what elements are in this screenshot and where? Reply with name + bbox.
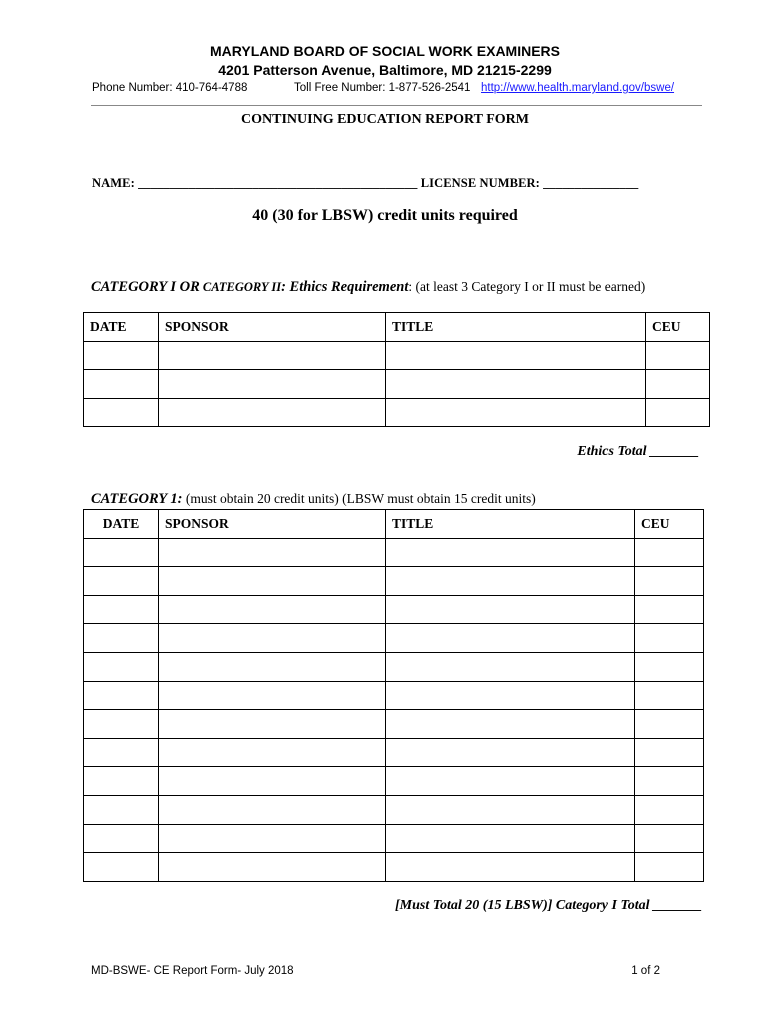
ceu-cell[interactable] <box>646 398 710 427</box>
table-row <box>84 341 710 370</box>
ethics-heading-part3: : Ethics Requirement <box>281 279 409 295</box>
ceu-cell[interactable] <box>635 652 704 681</box>
category1-section-heading <box>91 491 536 508</box>
ceu-cell[interactable] <box>635 824 704 853</box>
title-cell[interactable] <box>386 652 635 681</box>
ceu-cell[interactable] <box>635 795 704 824</box>
ethics-heading-part1: CATEGORY I OR <box>91 279 200 295</box>
toll-free-number: Toll Free Number: 1-877-526-2541 <box>294 82 471 94</box>
date-cell[interactable] <box>84 398 159 427</box>
ethics-table <box>83 312 710 427</box>
ceu-cell[interactable] <box>635 595 704 624</box>
ceu-cell[interactable] <box>635 767 704 796</box>
table-row <box>84 624 704 653</box>
title-cell[interactable] <box>386 681 635 710</box>
ceu-cell[interactable] <box>635 624 704 653</box>
date-cell[interactable] <box>84 824 159 853</box>
sponsor-cell[interactable] <box>159 767 386 796</box>
form-title: CONTINUING EDUCATION REPORT FORM <box>241 112 529 127</box>
table-header-row <box>84 313 710 342</box>
date-cell[interactable] <box>84 538 159 567</box>
sponsor-cell[interactable] <box>159 398 386 427</box>
sponsor-cell[interactable] <box>159 795 386 824</box>
date-cell[interactable] <box>84 795 159 824</box>
name-license-line: NAME: ____________________________________________ LICENSE NUMBER: _______________ <box>92 176 639 190</box>
sponsor-cell[interactable] <box>159 738 386 767</box>
sponsor-cell[interactable] <box>159 567 386 596</box>
table-row <box>84 710 704 739</box>
column-header-date: DATE <box>84 313 159 342</box>
date-cell[interactable] <box>84 681 159 710</box>
ethics-total: Ethics Total _______ <box>577 444 699 459</box>
ceu-cell[interactable] <box>635 567 704 596</box>
table-row <box>84 652 704 681</box>
table-row <box>84 538 704 567</box>
column-header-ceu: CEU <box>635 510 704 539</box>
title-cell[interactable] <box>386 567 635 596</box>
ceu-cell[interactable] <box>635 738 704 767</box>
sponsor-cell[interactable] <box>159 652 386 681</box>
sponsor-cell[interactable] <box>159 710 386 739</box>
column-header-title: TITLE <box>386 313 646 342</box>
header-divider <box>91 105 702 106</box>
date-cell[interactable] <box>84 341 159 370</box>
sponsor-cell[interactable] <box>159 824 386 853</box>
form-identifier: MD-BSWE- CE Report Form- July 2018 <box>91 965 294 977</box>
table-row <box>84 795 704 824</box>
ceu-cell[interactable] <box>646 341 710 370</box>
sponsor-cell[interactable] <box>159 341 386 370</box>
page-number: 1 of 2 <box>631 965 660 977</box>
category1-heading-label: CATEGORY 1: <box>91 491 183 507</box>
organization-name: MARYLAND BOARD OF SOCIAL WORK EXAMINERS <box>210 43 560 59</box>
table-row <box>84 370 710 399</box>
column-header-sponsor: SPONSOR <box>159 510 386 539</box>
category1-table <box>83 509 704 882</box>
title-cell[interactable] <box>386 370 646 399</box>
title-cell[interactable] <box>386 624 635 653</box>
date-cell[interactable] <box>84 652 159 681</box>
table-row <box>84 595 704 624</box>
sponsor-cell[interactable] <box>159 681 386 710</box>
date-cell[interactable] <box>84 853 159 882</box>
title-cell[interactable] <box>386 538 635 567</box>
title-cell[interactable] <box>386 853 635 882</box>
table-row <box>84 567 704 596</box>
sponsor-cell[interactable] <box>159 370 386 399</box>
sponsor-cell[interactable] <box>159 624 386 653</box>
table-row <box>84 398 710 427</box>
column-header-sponsor: SPONSOR <box>159 313 386 342</box>
ethics-heading-part2: CATEGORY II <box>199 280 282 294</box>
ceu-cell[interactable] <box>646 370 710 399</box>
sponsor-cell[interactable] <box>159 538 386 567</box>
date-cell[interactable] <box>84 738 159 767</box>
title-cell[interactable] <box>386 341 646 370</box>
table-row <box>84 681 704 710</box>
ceu-cell[interactable] <box>635 681 704 710</box>
credit-requirement: 40 (30 for LBSW) credit units required <box>252 207 518 224</box>
ceu-cell[interactable] <box>635 710 704 739</box>
title-cell[interactable] <box>386 398 646 427</box>
organization-address: 4201 Patterson Avenue, Baltimore, MD 21215-2299 <box>218 62 552 78</box>
ceu-cell[interactable] <box>635 853 704 882</box>
ethics-heading-note: : (at least 3 Category I or II must be earned) <box>408 279 646 294</box>
table-row <box>84 738 704 767</box>
phone-number: Phone Number: 410-764-4788 <box>92 82 248 94</box>
title-cell[interactable] <box>386 738 635 767</box>
title-cell[interactable] <box>386 595 635 624</box>
column-header-title: TITLE <box>386 510 635 539</box>
sponsor-cell[interactable] <box>159 853 386 882</box>
date-cell[interactable] <box>84 624 159 653</box>
date-cell[interactable] <box>84 710 159 739</box>
ceu-cell[interactable] <box>635 538 704 567</box>
date-cell[interactable] <box>84 767 159 796</box>
table-header-row <box>84 510 704 539</box>
title-cell[interactable] <box>386 824 635 853</box>
title-cell[interactable] <box>386 710 635 739</box>
date-cell[interactable] <box>84 370 159 399</box>
category1-total: [Must Total 20 (15 LBSW)] Category I Total _______ <box>395 898 702 913</box>
table-row <box>84 824 704 853</box>
website-link[interactable]: http://www.health.maryland.gov/bswe/ <box>481 82 675 94</box>
table-row <box>84 853 704 882</box>
category1-heading-note: (must obtain 20 credit units) (LBSW must obtain 15 credit units) <box>182 491 536 506</box>
date-cell[interactable] <box>84 567 159 596</box>
table-row <box>84 767 704 796</box>
ethics-section-heading <box>91 279 645 296</box>
column-header-date: DATE <box>84 510 159 539</box>
date-cell[interactable] <box>84 595 159 624</box>
title-cell[interactable] <box>386 795 635 824</box>
column-header-ceu: CEU <box>646 313 710 342</box>
title-cell[interactable] <box>386 767 635 796</box>
sponsor-cell[interactable] <box>159 595 386 624</box>
